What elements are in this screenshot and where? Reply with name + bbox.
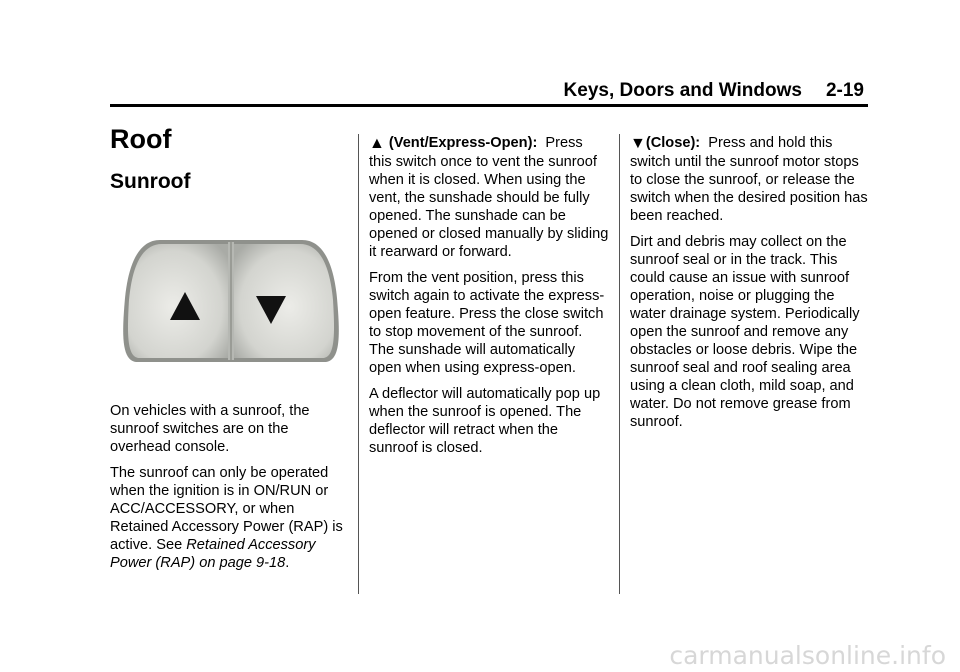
right-column-text xyxy=(630,134,870,439)
paragraph: A deflector will automatically pop up when the sunroof is opened. The deflector will retract when the sunroof is closed. xyxy=(369,386,601,456)
header-rule xyxy=(110,104,868,107)
left-column-text xyxy=(110,402,350,580)
page-number: 2-19 xyxy=(825,80,864,101)
subheading-sunroof: Sunroof xyxy=(110,170,191,193)
vent-express-open-label: ▲ (Vent/Express-Open): xyxy=(369,135,538,152)
paragraph: Dirt and debris may collect on the sunroof seal or in the track. This could cause an issue with sunroof operation, noise or plugging the water drainage system. Periodically open the sunroof and remove any obstacles or loose debris. Wipe the sunroof seal and roof sealing area using a clean cloth, mild soap, and water. Do not remove grease from sunroof. xyxy=(630,234,860,430)
column-divider xyxy=(358,134,359,594)
section-title: Keys, Doors and Windows xyxy=(563,80,802,101)
vent-open-switch xyxy=(128,244,228,358)
cross-reference-link[interactable]: Retained Accessory Power (RAP) on page 9-18 xyxy=(110,537,316,571)
column-divider xyxy=(619,134,620,594)
section-heading-roof: Roof xyxy=(110,124,172,154)
paragraph: The sunroof can only be operated when the ignition is in ON/RUN or ACC/ACCESSORY, or when Retained Accessory Power (RAP) is active. See Retained Accessory Power (RAP) on page 9-18. xyxy=(110,465,343,571)
close-switch xyxy=(234,244,334,358)
close-label: ▼(Close): xyxy=(630,135,701,152)
page-header xyxy=(564,80,864,102)
paragraph: ▼(Close): Press and hold this switch until the sunroof motor stops to close the sunroof, or release the switch when the desired position has been reached. xyxy=(630,135,868,224)
down-triangle-icon: ▼ xyxy=(630,135,646,152)
paragraph: On vehicles with a sunroof, the sunroof switches are on the overhead console. xyxy=(110,403,310,455)
sunroof-switch-illustration xyxy=(120,238,342,364)
paragraph: ▲ (Vent/Express-Open): Press this switch once to vent the sunroof when it is closed. When using the vent, the sunshade should be fully opened. The sunshade can be opened or closed manually by sliding it rearward or forward. xyxy=(369,135,609,260)
up-triangle-icon: ▲ xyxy=(369,135,385,152)
middle-column-text xyxy=(369,134,609,465)
paragraph: From the vent position, press this switch again to activate the express-open feature. Press the close switch to stop movement of the sunroof. The sunshade will automatically open when using express-open. xyxy=(369,270,605,376)
watermark: carmanualsonline.info xyxy=(669,641,946,670)
